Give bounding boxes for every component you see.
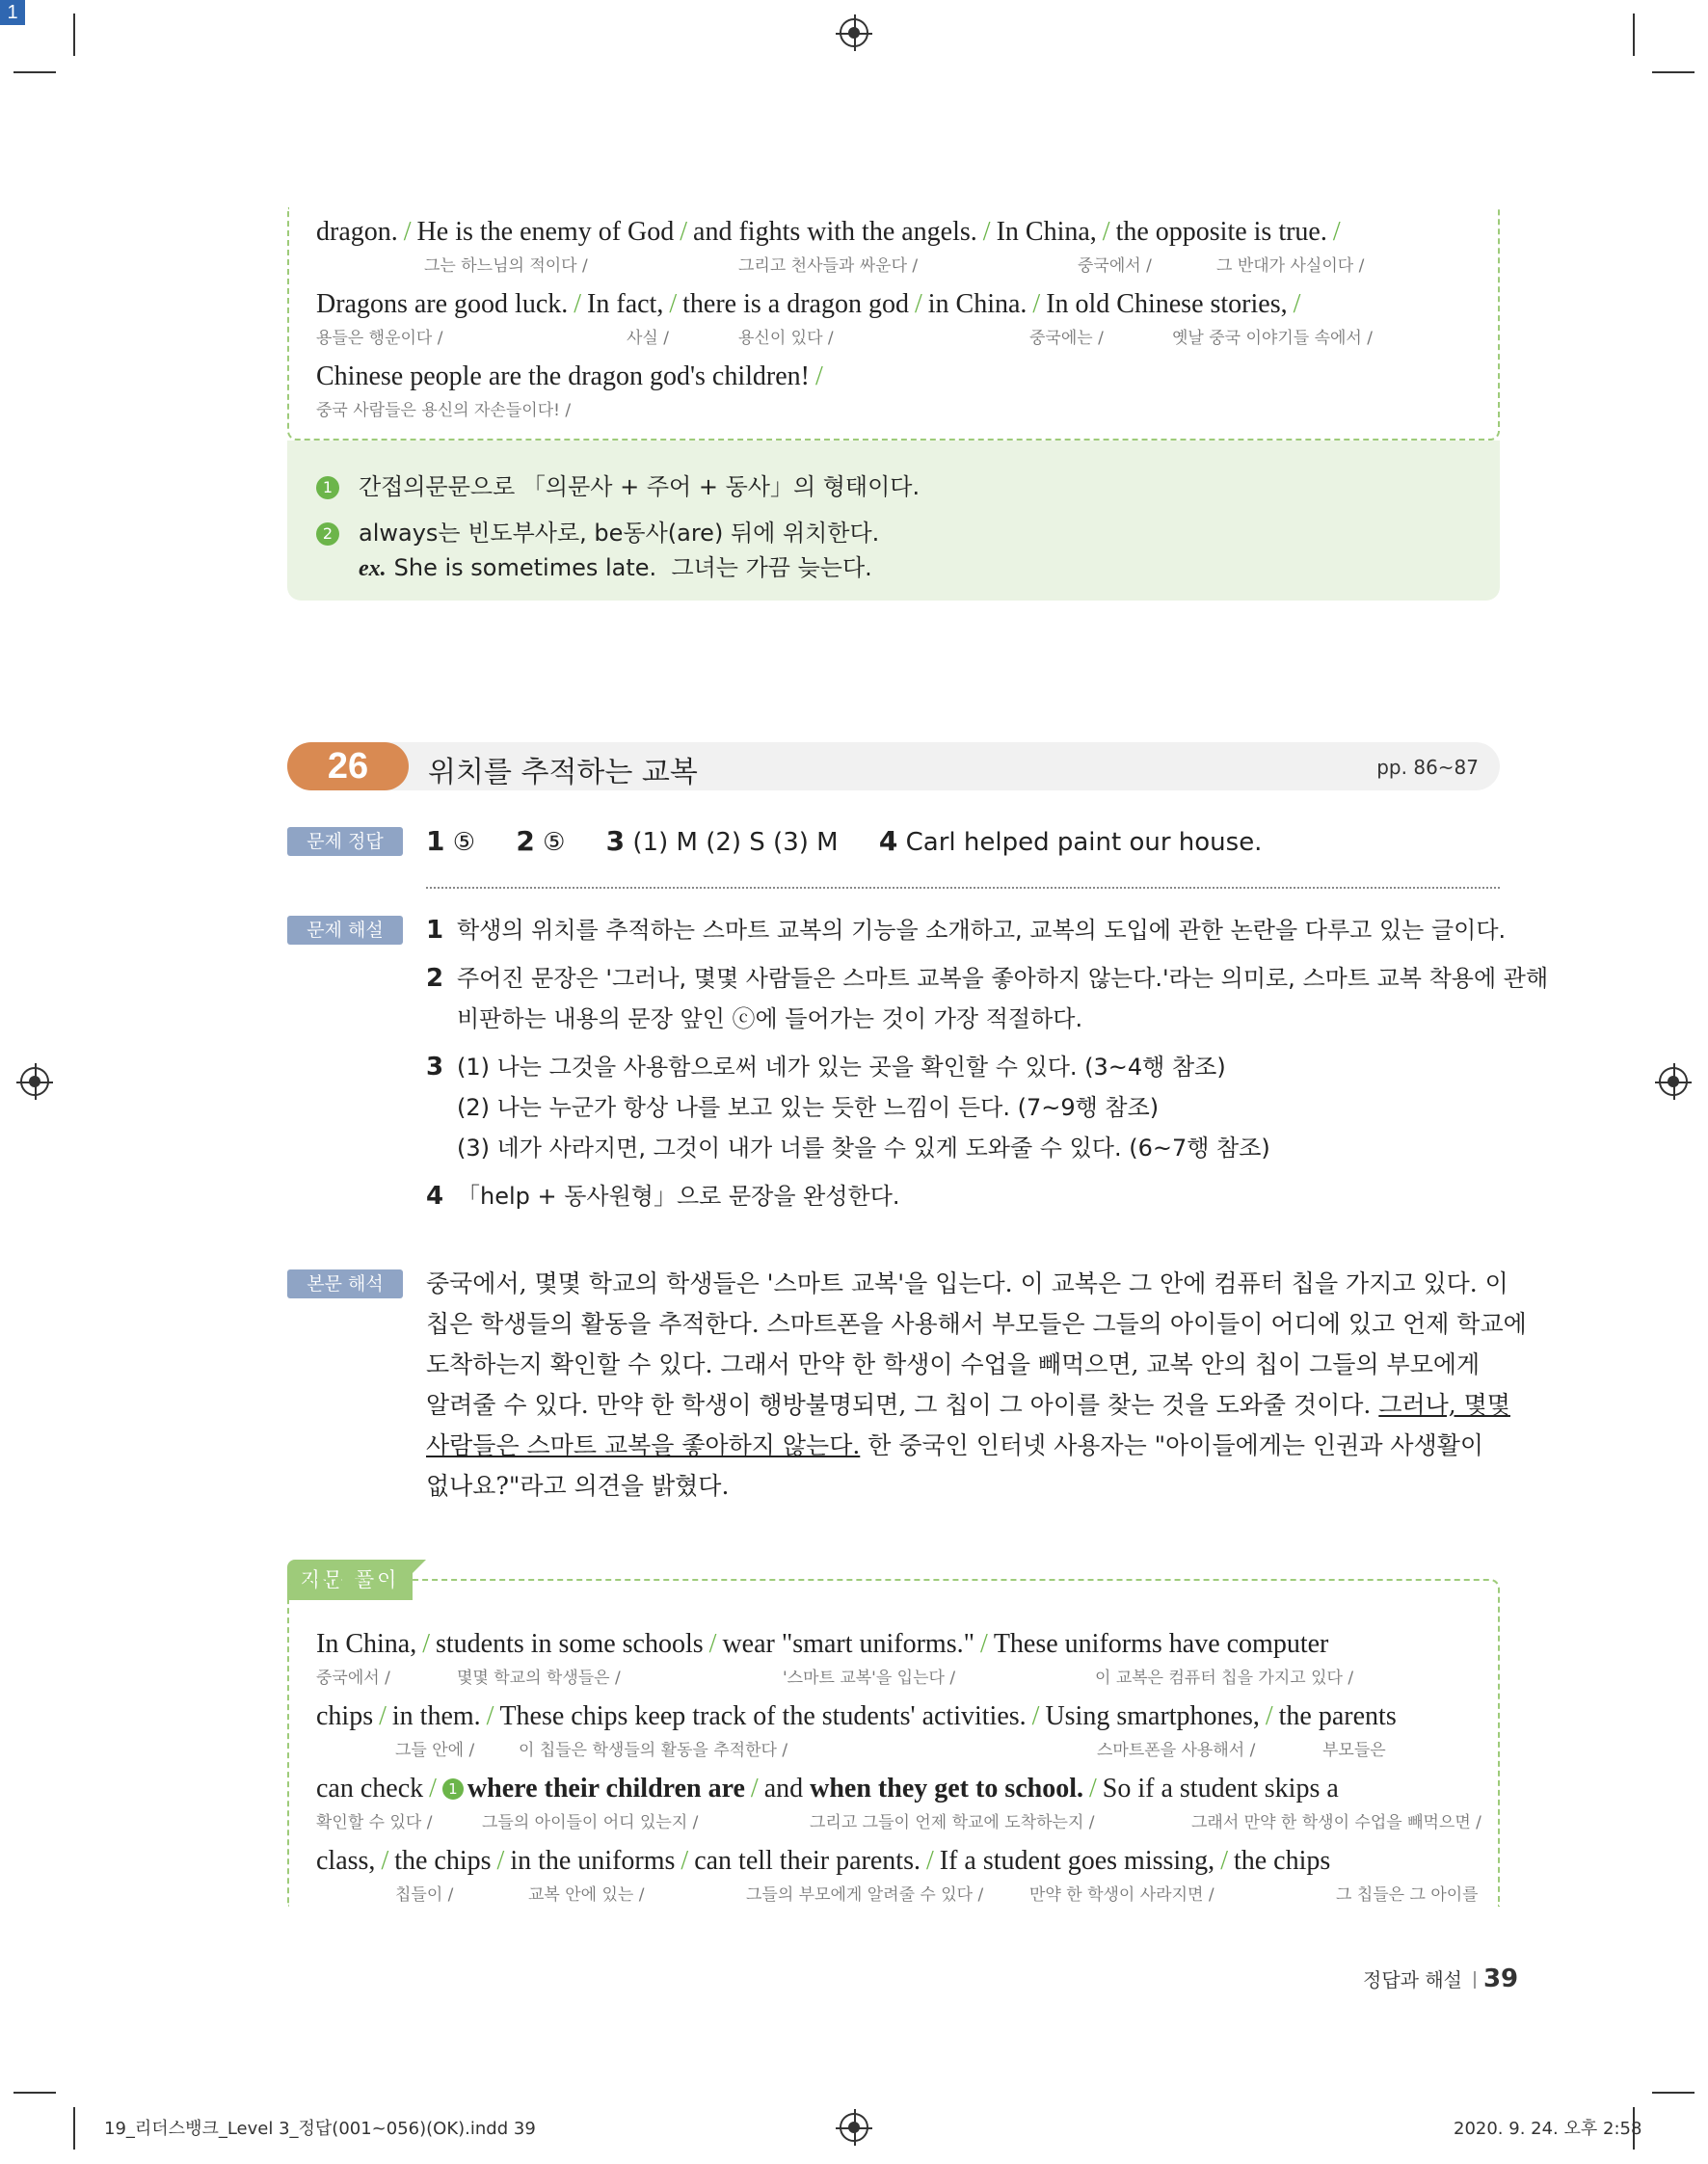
answers-label: 문제 정답 (287, 827, 403, 856)
passage-english: Dragons are good luck. / In fact, / there is a dragon god / in China. / In old Chinese stories, / (316, 289, 1301, 319)
gloss: 옛날 중국 이야기들 속에서 / (1172, 329, 1373, 348)
passage-english: chips / in them. / These chips keep track of the students' activities. / Using smartphones, / the parents (316, 1701, 1397, 1731)
grammar-notes-box (287, 441, 1500, 601)
crop-mark (1652, 2092, 1695, 2094)
gloss: 스마트폰을 사용해서 / (1097, 1741, 1256, 1760)
gloss: 몇몇 학교의 학생들은 / (457, 1669, 621, 1688)
translation-body: 중국에서, 몇몇 학교의 학생들은 '스마트 교복'을 입는다. 이 교복은 그 안에 컴퓨터 칩을 가지고 있다. 이 칩은 학생들의 활동을 추적한다. 스마트폰을 사용해서 부모들은 그들의 아이들이 어디에 있고 언제 학교에 도착하는지 확인할 수 있다. 그래서 만약 한 학생이 수업을 빼먹으면, 교복 안의 칩이 그들의 부모에게 알려줄 수 있다. 만약 한 학생이 행방불명되면, 그 칩이 그 아이를 찾는 것을 도와줄 것이다. 그러나, 몇몇 사람들은 스마트 교복을 좋아하지 않는다. 한 중국인 인터넷 사용자는 "아이들에게는 인권과 사생활이 없나요?"라고 의견을 밝혔다. (426, 1269, 1527, 1500)
gloss: 그 반대가 사실이다 / (1216, 256, 1365, 276)
gloss: 중국에는 / (1029, 329, 1104, 348)
crop-mark (73, 13, 75, 56)
gloss: 그는 하느님의 적이다 / (424, 256, 588, 276)
passage-english: dragon. / He is the enemy of God / and fights with the angels. / In China, / the opposite is true. / (316, 217, 1341, 247)
divider (426, 887, 1500, 889)
note-example: ex. She is sometimes late. 그녀는 가끔 늦는다. (359, 554, 872, 581)
explanations: 1 학생의 위치를 추적하는 스마트 교복의 기능을 소개하고, 교복의 도입에 관한 논란을 다루고 있는 글이다. 2 주어진 문장은 '그러나, 몇몇 사람들은 스마트 교복을 좋아하지 않는다.'라는 의미로, 스마트 교복 착용에 관해 비판하는 내용의 문장 앞인 ⓒ에 들어가는 것이 가장 적절하다. 3 (1) 나는 그것을 사용함으로써 네가 있는 곳을 확인할 수 있다. (3~4행 참조) (2) 나는 누군가 항상 나를 보고 있는 듯한 느낌이 든다. (7~9행 참조) (3) 네가 사라지면, 그것이 내가 너를 찾을 수 있게 도와줄 수 있다. (6~7행 참조) 4 「help + 동사원형」으로 문장을 완성한다. (426, 916, 1549, 1211)
passage-line (316, 217, 1471, 289)
page-footer: 정답과 해설 39 (1363, 1964, 1519, 1993)
gloss: 그리고 그들이 언제 학교에 도착하는지 / (810, 1813, 1095, 1832)
grammar-point-icon: 1 (442, 1778, 464, 1800)
gloss: 그리고 천사들과 싸운다 / (738, 256, 919, 276)
gloss: 그 칩들은 그 아이를 (1336, 1885, 1479, 1905)
registration-mark-icon (840, 18, 868, 47)
passage-top-box (287, 207, 1500, 441)
passage-line (316, 1701, 1471, 1774)
registration-mark-icon (1659, 1067, 1688, 1096)
passage-english: can check / 1 where their children are / and when they get to school. / So if a student skips a (316, 1774, 1339, 1803)
gloss: 칩들이 / (395, 1885, 454, 1905)
gloss: 만약 한 학생이 사라지면 / (1029, 1885, 1214, 1905)
answers-row: 1 ⑤ 2 ⑤ 3 (1) M (2) S (3) M 4 Carl helped paint our house. (426, 825, 1263, 857)
crop-mark (13, 71, 56, 73)
translation-label: 본문 해석 (287, 1269, 403, 1298)
gloss: 이 교복은 컴퓨터 칩을 가지고 있다 / (1095, 1669, 1354, 1688)
gloss: 그래서 만약 한 학생이 수업을 빼먹으면 / (1191, 1813, 1481, 1832)
passage-line (316, 289, 1471, 361)
registration-mark-icon (840, 2113, 868, 2142)
gloss: 확인할 수 있다 / (316, 1813, 433, 1832)
gloss: 그들 안에 / (395, 1741, 475, 1760)
note-item: 1 간접의문문으로 「의문사 + 주어 + 동사」의 형태이다. (316, 468, 920, 501)
note-number-icon: 2 (316, 522, 339, 546)
section-pages: pp. 86~87 (1376, 756, 1479, 779)
crop-mark (73, 2107, 75, 2150)
passage-line (316, 361, 1471, 434)
registration-mark-icon (20, 1067, 49, 1096)
passage-english: class, / the chips / in the uniforms / can tell their parents. / If a student goes missing, / the chips (316, 1846, 1331, 1876)
section-header (287, 742, 1500, 790)
note-number-icon: 1 (316, 476, 339, 499)
passage-line (316, 1774, 1481, 1846)
crop-mark (13, 2092, 56, 2094)
section-number: 26 (287, 742, 409, 790)
gloss: 용신이 있다 / (738, 329, 834, 348)
gloss: 중국 사람들은 용신의 자손들이다! / (316, 401, 572, 420)
crop-mark (1633, 13, 1635, 56)
date-slug: 2020. 9. 24. 오후 2:58 (1454, 2119, 1642, 2139)
gloss: 그들의 부모에게 알려줄 수 있다 / (746, 1885, 984, 1905)
passage-english: In China, / students in some schools / wear "smart uniforms." / These uniforms have computer (316, 1629, 1329, 1659)
gloss: 이 칩들은 학생들의 활동을 추적한다 / (519, 1741, 788, 1760)
passage-line (316, 1846, 1479, 1918)
gloss: 부모들은 (1322, 1741, 1386, 1760)
file-slug: 19_리더스뱅크_Level 3_정답(001~056)(OK).indd 39 (104, 2119, 536, 2139)
crop-mark (1652, 71, 1695, 73)
gloss: 그들의 아이들이 어디 있는지 / (482, 1813, 699, 1832)
note-item: 2 always는 빈도부사로, be동사(are) 뒤에 위치한다. (316, 514, 879, 548)
explanations-label: 문제 해설 (287, 916, 403, 945)
gloss: 중국에서 / (1078, 256, 1152, 276)
passage-label: 지문 풀이 (287, 1560, 413, 1600)
page-index-marker: 1 (0, 0, 25, 25)
gloss: 사실 / (627, 329, 669, 348)
gloss: '스마트 교복'을 입는다 / (783, 1669, 956, 1688)
passage-line (316, 1629, 1471, 1701)
section-title: 위치를 추적하는 교복 (428, 756, 698, 789)
passage-english: Chinese people are the dragon god's children! / (316, 361, 823, 391)
passage-bottom-box (287, 1579, 1500, 1907)
gloss: 중국에서 / (316, 1669, 390, 1688)
gloss: 용들은 행운이다 / (316, 329, 443, 348)
gloss: 교복 안에 있는 / (528, 1885, 645, 1905)
